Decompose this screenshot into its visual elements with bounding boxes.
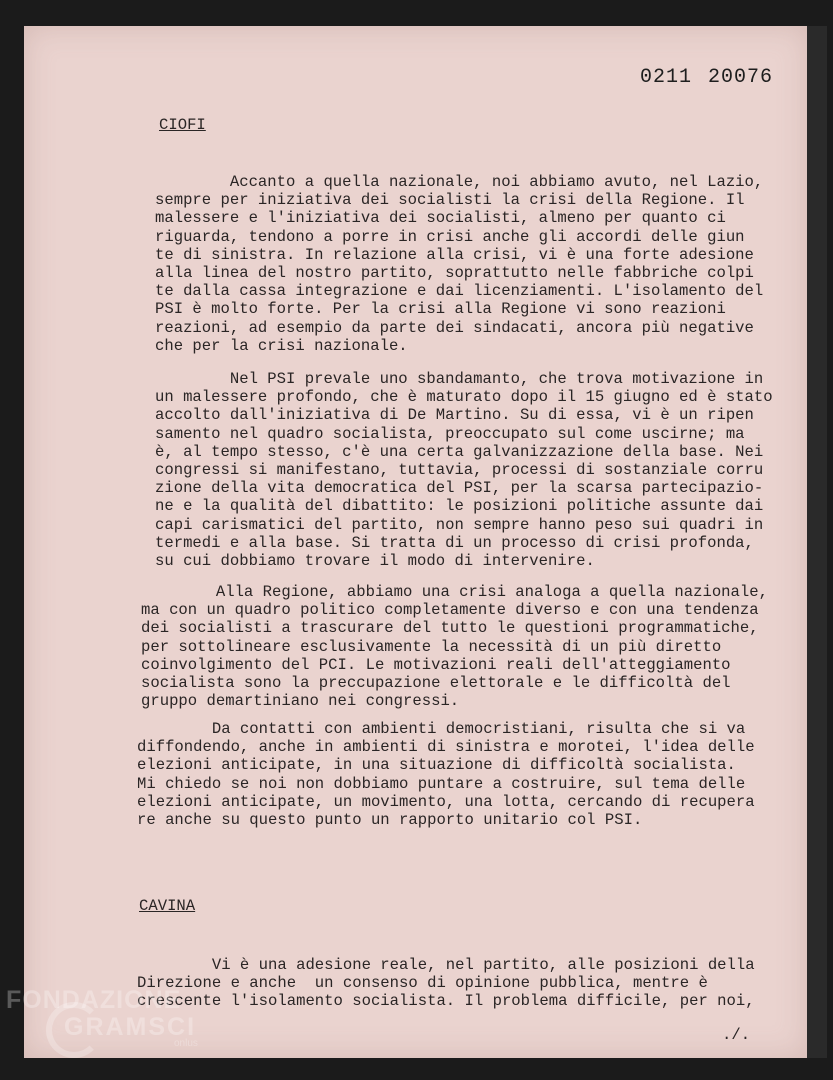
text-line: dei socialisti a trascurare del tutto le questioni programmatiche, bbox=[141, 619, 759, 638]
text-line: accolto dall'iniziativa di De Martino. Su di essa, vi è un ripen bbox=[155, 406, 754, 425]
watermark-line-3: onlus bbox=[174, 1038, 198, 1049]
continuation-mark: ./. bbox=[722, 1026, 751, 1044]
text-line: diffondendo, anche in ambienti di sinistra e morotei, l'idea delle bbox=[137, 738, 755, 757]
text-line: Alla Regione, abbiamo una crisi analoga a quella nazionale, bbox=[141, 583, 768, 601]
text-line: alla linea del nostro partito, soprattutto nelle fabbriche colpi bbox=[155, 263, 754, 282]
watermark-line-1: FONDAZIONE bbox=[6, 986, 182, 1014]
text-line: ma con un quadro politico completamente diverso e con una tendenza bbox=[141, 601, 759, 620]
text-line: Vi è una adesione reale, nel partito, alle posizioni della bbox=[137, 956, 755, 974]
paragraph-ciofi-4 bbox=[137, 720, 777, 829]
text-line: elezioni anticipate, in una situazione di difficoltà socialista. bbox=[137, 756, 736, 775]
text-line: termedi e alla base. Si tratta di un processo di crisi profonda, bbox=[155, 533, 754, 552]
text-line: Mi chiedo se noi non dobbiamo puntare a costruire, sul tema delle bbox=[137, 774, 746, 793]
text-line: Direzione e anche un consenso di opinione pubblica, mentre è bbox=[137, 974, 708, 993]
text-line: gruppo demartiniano nei congressi. bbox=[141, 692, 460, 711]
text-line: coinvolgimento del PCI. Le motivazioni reali dell'atteggiamento bbox=[141, 655, 731, 674]
paragraph-ciofi-2 bbox=[155, 370, 795, 570]
text-line: samento nel quadro socialista, preoccupato sul come uscirne; ma bbox=[155, 424, 745, 443]
text-line: congressi si manifestano, tuttavia, processi di sostanziale corru bbox=[155, 460, 764, 479]
text-line: Accanto a quella nazionale, noi abbiamo avuto, nel Lazio, bbox=[155, 173, 764, 191]
text-line: su cui dobbiamo trovare il modo di intervenire. bbox=[155, 551, 595, 570]
watermark-line-2: GRAMSCI bbox=[64, 1013, 197, 1041]
text-line: sempre per iniziativa dei socialisti la crisi della Regione. Il bbox=[155, 191, 745, 210]
speaker-heading-ciofi: CIOFI bbox=[159, 116, 206, 134]
text-line: Da contatti con ambienti democristiani, risulta che si va bbox=[137, 720, 746, 738]
text-line: elezioni anticipate, un movimento, una lotta, cercando di recupera bbox=[137, 792, 755, 811]
text-line: capi carismatici del partito, non sempre hanno peso sui quadri in bbox=[155, 515, 764, 534]
text-line: te di sinistra. In relazione alla crisi, vi è una forte adesione bbox=[155, 245, 754, 264]
text-line: ne e la qualità del dibattito: le posizioni politiche assunte dai bbox=[155, 497, 764, 516]
text-line: che per la crisi nazionale. bbox=[155, 336, 408, 355]
text-line: Nel PSI prevale uno sbandamanto, che trova motivazione in bbox=[155, 370, 764, 388]
text-line: malessere e l'iniziativa dei socialisti, almeno per quanto ci bbox=[155, 209, 726, 228]
page-number: 20076 bbox=[708, 66, 774, 89]
page-edge bbox=[807, 26, 827, 1058]
text-line: crescente l'isolamento socialista. Il problema difficile, per noi, bbox=[137, 992, 755, 1011]
text-line: reazioni, ad esempio da parte dei sindacati, ancora più negative bbox=[155, 318, 754, 337]
text-line: te dalla cassa integrazione e dai licenziamenti. L'isolamento del bbox=[155, 282, 764, 301]
paragraph-ciofi-3 bbox=[141, 583, 781, 710]
watermark-logo-icon bbox=[46, 1002, 102, 1058]
text-line: per sottolineare esclusivamente la necessità di un più diretto bbox=[141, 637, 722, 656]
text-line: un malessere profondo, che è maturato dopo il 15 giugno ed è stato bbox=[155, 388, 773, 407]
archive-number: 0211 bbox=[640, 66, 693, 89]
text-line: è, al tempo stesso, c'è una certa galvanizzazione della base. Nei bbox=[155, 442, 764, 461]
text-line: PSI è molto forte. Per la crisi alla Regione vi sono reazioni bbox=[155, 300, 726, 319]
fondazione-gramsci-watermark bbox=[6, 986, 198, 1049]
text-line: re anche su questo punto un rapporto unitario col PSI. bbox=[137, 810, 643, 829]
speaker-heading-cavina: CAVINA bbox=[139, 897, 196, 915]
paragraph-ciofi-1 bbox=[155, 173, 795, 355]
paragraph-cavina-1 bbox=[137, 956, 777, 1011]
text-line: zione della vita democratica del PSI, per la scarsa partecipazio- bbox=[155, 479, 764, 498]
text-line: riguarda, tendono a porre in crisi anche gli accordi delle giun bbox=[155, 227, 745, 246]
text-line: socialista sono la preccupazione elettorale e le difficoltà del bbox=[141, 673, 731, 692]
